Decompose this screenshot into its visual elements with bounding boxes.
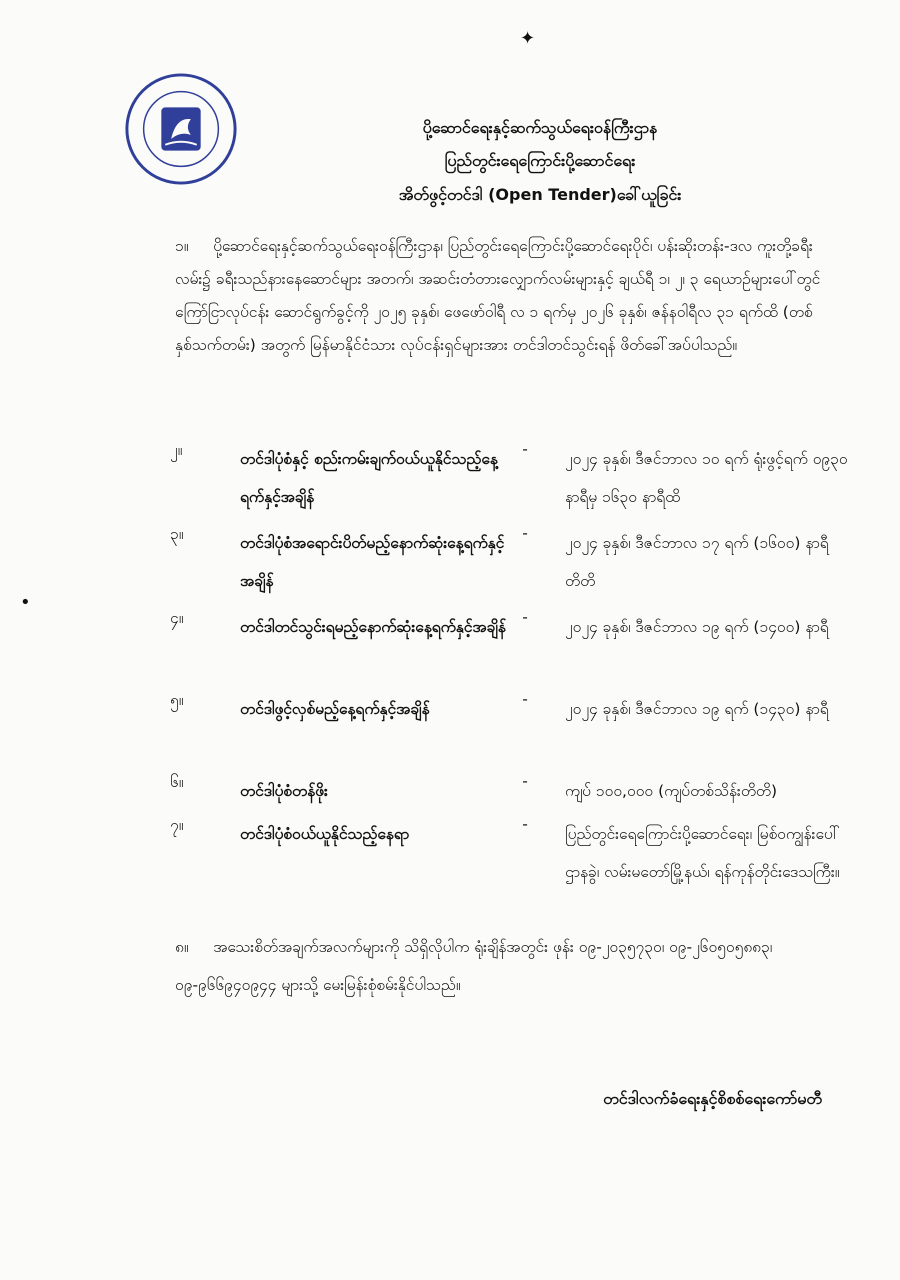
item-value: ကျပ် ၁၀၀,၀၀၀ (ကျပ်တစ်သိန်းတိတိ) — [565, 782, 778, 800]
intro-paragraph — [175, 230, 832, 362]
scan-mark: ✦ — [520, 28, 536, 49]
item-number: ၆။ — [170, 773, 184, 791]
item-dash: - — [522, 815, 528, 833]
item-number: ၅။ — [170, 691, 184, 709]
contact-paragraph — [175, 928, 832, 1004]
item-value: ၂၀၂၄ ခုနှစ်၊ ဒီဇင်ဘာလ ၁၉ ရက် (၁၄၃၀) နာရီ — [565, 700, 829, 718]
intro-number: ၁။ — [175, 237, 189, 255]
item-dash: - — [522, 772, 528, 790]
scan-mark: • — [20, 592, 31, 613]
item-value: ၂၀၂၄ ခုနှစ်၊ ဒီဇင်ဘာလ ၁၇ ရက် (၁၆၀၀) နာရီတိတိ — [565, 534, 829, 590]
item-label: တင်ဒါပုံစံဝယ်ယူနိုင်သည့်နေရာ — [240, 825, 410, 843]
item-label: တင်ဒါဖွင့်လှစ်မည့်နေ့ရက်နှင့်အချိန် — [240, 700, 430, 718]
item-value: ၂၀၂၄ ခုနှစ်၊ ဒီဇင်ဘာလ ၁၉ ရက် (၁၄၀၀) နာရီ — [565, 618, 829, 636]
item-value: ၂၀၂၄ ခုနှစ်၊ ဒီဇင်ဘာလ ၁၀ ရက် ရုံးဖွင့်ရက် ၀၉၃၀ နာရီမှ ၁၆၃၀ နာရီထိ — [565, 450, 848, 506]
tender-item — [170, 690, 830, 774]
item-label: တင်ဒါပုံစံတန်ဖိုး — [240, 782, 328, 800]
item-label: တင်ဒါတင်သွင်းရမည့်နောက်ဆုံးနေ့ရက်နှင့်အချိန် — [240, 618, 506, 636]
department-name: ပြည်တွင်းရေကြောင်းပို့ဆောင်ရေး — [444, 151, 636, 170]
item-number: ၃။ — [170, 525, 184, 543]
contact-number: ၈။ — [175, 938, 189, 956]
item-number: ၂။ — [170, 441, 183, 459]
item-dash: - — [522, 608, 528, 626]
ministry-name: ပို့ဆောင်ရေးနှင့်ဆက်သွယ်ရေးဝန်ကြီးဌာန — [422, 118, 658, 137]
item-dash: - — [522, 690, 528, 708]
item-number: ၄။ — [170, 609, 184, 627]
item-value: ပြည်တွင်းရေကြောင်းပို့ဆောင်ရေး၊ မြစ်ဝကျွန်းပေါ်ဌာနခွဲ၊ လမ်းမတော်မြို့နယ်၊ ရန်ကုန်တိုင်းဒေသကြီး။ — [565, 825, 840, 881]
tender-item — [170, 524, 830, 608]
item-dash: - — [522, 524, 528, 542]
tender-item — [170, 608, 830, 692]
tender-item — [170, 815, 840, 925]
item-label: တင်ဒါပုံစံအရောင်းပိတ်မည့်နောက်ဆုံးနေ့ရက်နှင့်အချိန် — [240, 534, 505, 590]
tender-title: အိတ်ဖွင့်တင်ဒါ (Open Tender)ခေါ်ယူခြင်း — [398, 185, 682, 204]
intro-text: ပို့ဆောင်ရေးနှင့်ဆက်သွယ်ရေးဝန်ကြီးဌာန၊ ပြည်တွင်းရေကြောင်းပို့ဆောင်ရေးပိုင်၊ ပန်းဆိုးတန်း-ဒလ ကူးတို့ခရီးလမ်း၌ ခရီးသည်နားနေဆောင်များ အတက်၊ အဆင်းတံတားလျှောက်လမ်းများနှင့် ချယ်ရီ ၁၊ ၂၊ ၃ ရေယာဉ်များပေါ်တွင် ကြော်ငြာလုပ်ငန်း ဆောင်ရွက်ခွင့်ကို ၂၀၂၅ ခုနှစ်၊ ဖေဖော်ဝါရီ လ ၁ ရက်မှ ၂၀၂၆ ခုနှစ်၊ ဇန်နဝါရီလ ၃၁ ရက်ထိ (တစ်နှစ်သက်တမ်း) အတွက် မြန်မာနိုင်ငံသား လုပ်ငန်းရှင်များအား တင်ဒါတင်သွင်းရန် ဖိတ်ခေါ်အပ်ပါသည်။ — [175, 237, 821, 354]
committee-signature: တင်ဒါလက်ခံရေးနှင့်စိစစ်ရေးကော်မတီ — [603, 1089, 822, 1108]
item-label: တင်ဒါပုံစံနှင့် စည်းကမ်းချက်ဝယ်ယူနိုင်သည့်နေ့ရက်နှင့်အချိန် — [240, 450, 498, 506]
inland-water-transport-seal — [122, 70, 240, 188]
item-number: ၇။ — [170, 816, 184, 834]
contact-text: အသေးစိတ်အချက်အလက်များကို သိရှိလိုပါက ရုံးချိန်အတွင်း ဖုန်း ၀၉-၂၀၃၅၇၃၀၊ ၀၉-၂၆၀၅၀၅၈၈၃၊ ၀၉-၉၆၆၉၄၀၉၄၄ များသို့ မေးမြန်းစုံစမ်းနိုင်ပါသည်။ — [175, 938, 773, 994]
tender-item — [170, 440, 848, 524]
item-dash: - — [522, 440, 528, 458]
